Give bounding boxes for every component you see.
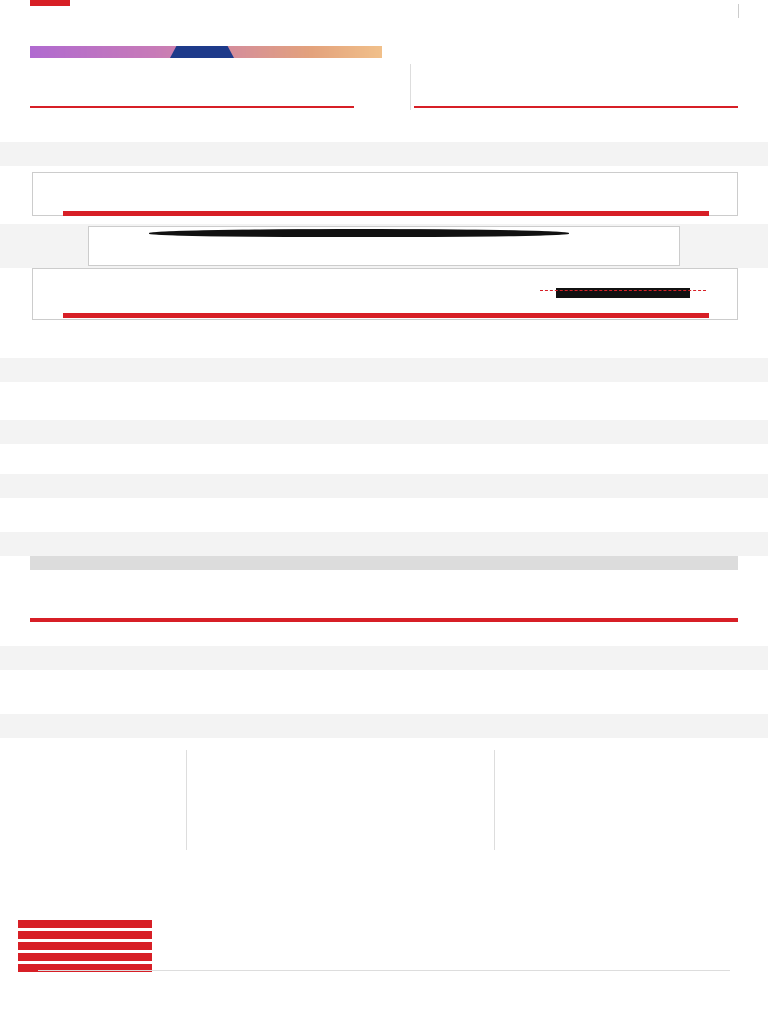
list-item[interactable] (192, 799, 492, 806)
list-item[interactable] (192, 764, 492, 771)
list-item[interactable] (30, 764, 178, 771)
footer-link[interactable] (410, 977, 730, 984)
article-paragraph (30, 624, 738, 644)
list-item[interactable] (500, 827, 738, 834)
list-item[interactable] (192, 778, 492, 785)
list-item[interactable] (30, 820, 178, 827)
list-item[interactable] (500, 764, 738, 771)
ad-band (0, 646, 768, 670)
ad-band (0, 532, 768, 556)
footer-link[interactable] (38, 998, 398, 1005)
footer-button[interactable] (18, 953, 152, 961)
list-item[interactable] (500, 834, 738, 841)
list-item[interactable] (192, 834, 492, 841)
brand-embed[interactable] (88, 226, 680, 266)
ad-band (0, 474, 768, 498)
list-item[interactable] (500, 813, 738, 820)
list-item[interactable] (192, 785, 492, 792)
article-paragraph (30, 112, 738, 140)
footer-link[interactable] (38, 1005, 398, 1012)
list-item[interactable] (30, 813, 178, 820)
footer-link[interactable] (38, 970, 398, 977)
list-item[interactable] (500, 806, 738, 813)
list-item[interactable] (500, 820, 738, 827)
article-paragraph (30, 164, 738, 172)
hero-image (30, 46, 382, 58)
footer-button[interactable] (18, 920, 152, 928)
article-paragraph (30, 574, 738, 600)
section-rule (414, 106, 738, 108)
footer-buttons (18, 920, 152, 975)
list-item[interactable] (192, 750, 492, 757)
footer-link[interactable] (410, 984, 730, 991)
list-item[interactable] (192, 827, 492, 834)
footer-link[interactable] (410, 998, 730, 1005)
section-rule (30, 618, 738, 622)
list-item[interactable] (30, 806, 178, 813)
flag-graphic (170, 46, 234, 58)
card-accent-bar (63, 313, 709, 318)
list-item[interactable] (30, 750, 178, 757)
list-item[interactable] (30, 778, 178, 785)
list-item[interactable] (192, 757, 492, 764)
right-column (414, 64, 738, 73)
list-item[interactable] (500, 750, 738, 757)
list-item[interactable] (500, 841, 738, 848)
list-item[interactable] (192, 841, 492, 848)
header-divider (738, 4, 739, 18)
footer-link[interactable] (38, 991, 398, 998)
footer-links-right (410, 970, 730, 1005)
section-rule (30, 106, 354, 108)
grey-strip (30, 556, 738, 570)
list-item[interactable] (30, 771, 178, 778)
list-item[interactable] (500, 778, 738, 785)
article-paragraph (30, 216, 738, 224)
left-column (30, 64, 410, 73)
list-item[interactable] (500, 799, 738, 806)
brand-logo-icon (149, 229, 569, 237)
list-item[interactable] (30, 834, 178, 841)
list-item[interactable] (30, 841, 178, 848)
dashed-rule (540, 290, 706, 291)
list-item[interactable] (192, 813, 492, 820)
column-divider (186, 750, 187, 850)
ad-band (0, 358, 768, 382)
list-item[interactable] (30, 792, 178, 799)
list-item[interactable] (192, 820, 492, 827)
footer-button[interactable] (18, 942, 152, 950)
related-links (30, 738, 738, 856)
ad-band (0, 714, 768, 738)
list-item[interactable] (192, 806, 492, 813)
footer-link[interactable] (38, 984, 398, 991)
footer-link[interactable] (38, 977, 398, 984)
list-item[interactable] (30, 827, 178, 834)
list-item[interactable] (192, 771, 492, 778)
list-item[interactable] (500, 785, 738, 792)
link-list (192, 750, 492, 848)
footer-link[interactable] (410, 970, 730, 977)
column-divider (494, 750, 495, 850)
link-list (500, 750, 738, 848)
footer-links-left (38, 970, 398, 1012)
site-header (30, 0, 738, 44)
site-logo[interactable] (30, 0, 70, 6)
link-list (30, 750, 178, 848)
list-item[interactable] (30, 785, 178, 792)
list-item[interactable] (192, 792, 492, 799)
column-divider (410, 64, 411, 110)
article-paragraph (30, 498, 738, 528)
ad-band (0, 142, 768, 166)
embedded-card[interactable] (32, 172, 738, 216)
ad-band (0, 420, 768, 444)
list-item[interactable] (500, 771, 738, 778)
list-item[interactable] (500, 792, 738, 799)
list-item[interactable] (30, 757, 178, 764)
article-paragraph (30, 322, 738, 356)
footer-link[interactable] (410, 991, 730, 998)
article-paragraph (30, 444, 738, 472)
footer-button[interactable] (18, 931, 152, 939)
list-item[interactable] (30, 799, 178, 806)
article-paragraph (30, 382, 738, 416)
site-footer (18, 918, 750, 1022)
list-item[interactable] (500, 757, 738, 764)
